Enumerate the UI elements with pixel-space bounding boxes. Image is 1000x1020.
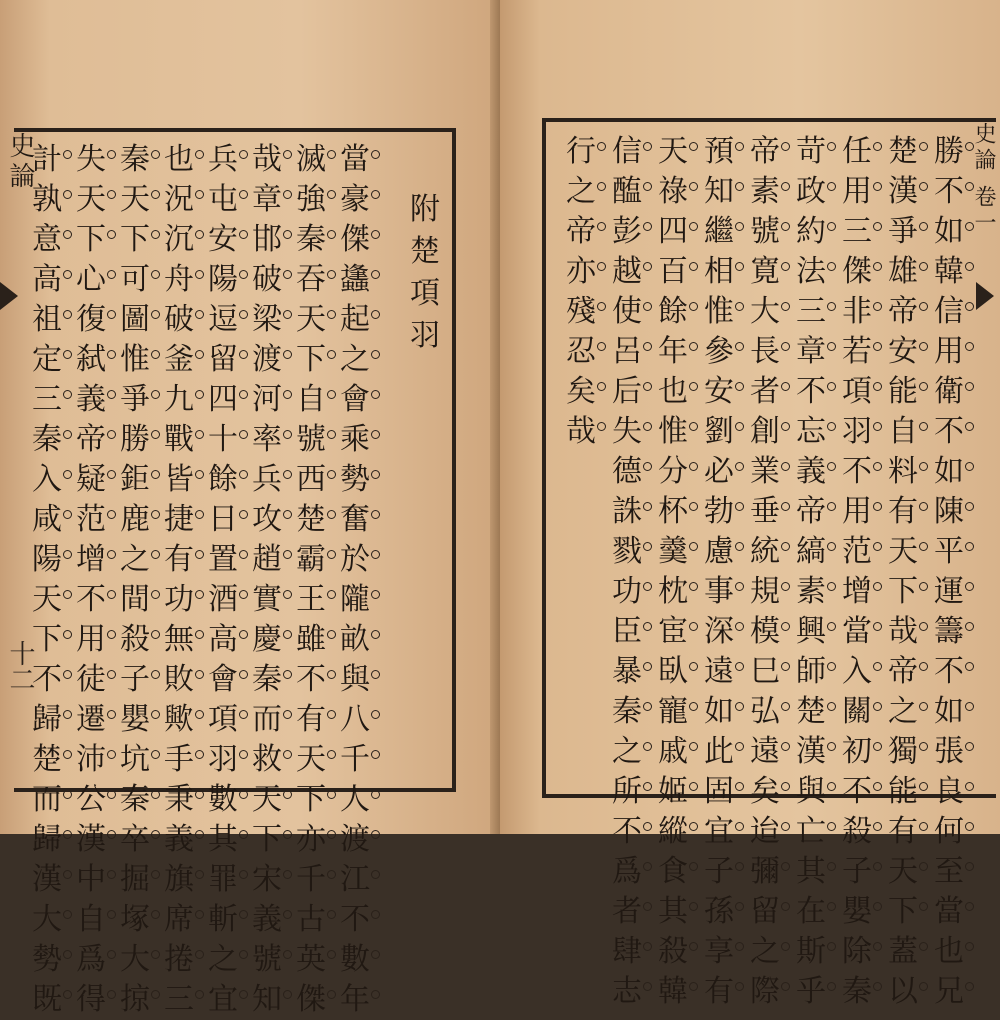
right-page-column: 行 之 帝 亦 殘 忍 矣 哉 [562,132,600,452]
left-page-column: 滅 強 秦 吞 天 下 自 號 西 楚 霸 王 雖 不 有 天 下 亦 千 古 英 傑 [292,140,330,1020]
left-page-column: 哉 章 邯 破 梁 渡 河 率 兵 攻 趙 實 慶 秦 而 救 天 下 宋 義 號 知 [248,140,286,1020]
right-page [500,0,1000,1009]
left-page-column: 秦 天 下 可 圖 惟 爭 勝 鉅 鹿 之 間 殺 子 嬰 坑 秦 卒 掘 塚 大 掠 [116,140,154,1020]
section-heading: 附 楚 項 羽 [410,192,440,353]
left-page-column: 當 豪 傑 蠭 起 之 會 乘 勢 奮 於 隴 畝 與 八 千 人 渡 江 不 數 年 [336,140,374,1020]
right-page-column: 天 祿 四 百 餘 年 也 惟 分 杯 羹 枕 宦 臥 寵 戚 姬 縱 食 其 殺 韓 [654,132,692,1012]
right-page-column: 任 用 三 傑 非 若 項 羽 不 用 范 增 當 入 關 初 不 殺 子 嬰 除 秦 [838,132,876,1012]
left-margin-title: 史論 [5,132,35,192]
right-page-column: 苛 政 約 法 三 章 不 忘 義 帝 縞 素 興 師 楚 漢 與 亡 其 在 斯 乎 [792,132,830,1012]
left-page [0,0,500,1017]
right-page-column: 楚 漢 爭 雄 帝 安 能 自 料 有 天 下 哉 帝 之 獨 能 有 天 下 蓋 以 [884,132,922,1012]
right-page-column: 帝 素 號 寛 大 長 者 創 業 垂 統 規 模 巳 弘 遠 矣 迨 彌 留 之 際 [746,132,784,1012]
left-page-column: 兵 屯 安 陽 逗 留 四 十 餘 日 置 酒 高 會 項 羽 數 其 罪 斬 之 宜 [204,140,242,1020]
left-text-columns [22,140,452,1017]
right-text-columns [552,132,998,1009]
right-page-column: 勝 不 如 韓 信 用 衛 不 如 陳 平 運 籌 不 如 張 良 何 至 當 也 兄 [930,132,968,1012]
right-page-column: 預 知 繼 相 惟 參 安 劉 必 勃 慮 事 深 遠 如 此 固 宜 子 孫 享 有 [700,132,738,1012]
left-text-frame [14,128,456,1017]
left-page-number: 十二 [5,640,35,692]
right-page-column: 信 醢 彭 越 使 呂 后 失 德 誅 戮 功 臣 暴 秦 之 所 不 爲 者 肆 志 [608,132,646,1012]
fish-tail-marker-icon [976,282,994,310]
left-page-column: 計 孰 意 高 祖 定 三 秦 入 咸 陽 天 下 不 歸 楚 而 歸 漢 大 勢 既 [28,140,66,1020]
left-page-column: 也 況 沉 舟 破 釜 九 戰 皆 捷 有 功 無 敗 歟 手 秉 義 旗 席 捲 三 [160,140,198,1020]
right-text-frame [542,118,996,1009]
right-margin-title: 史論 卷一 [971,122,996,237]
left-page-column: 失 天 下 心 復 弑 義 帝 疑 范 增 不 用 徒 遷 沛 公 漢 中 自 爲 得 [72,140,110,1020]
